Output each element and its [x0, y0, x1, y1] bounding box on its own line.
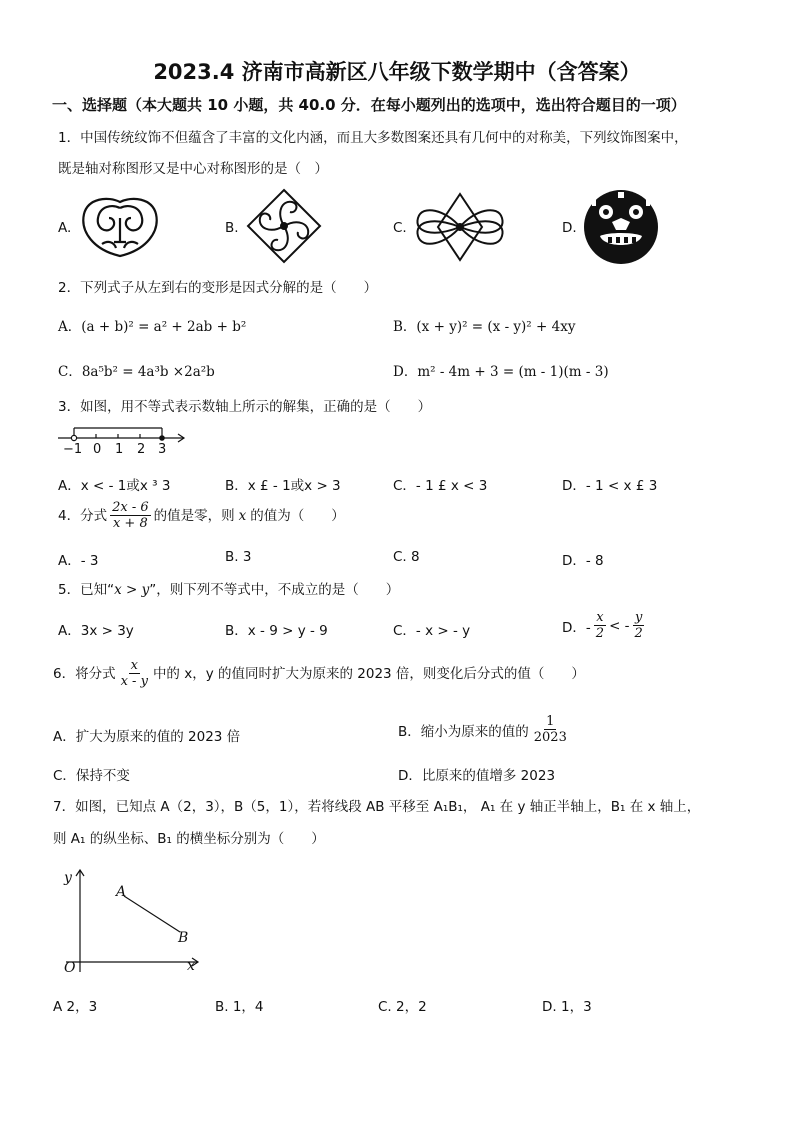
- q5-option-d: [562, 610, 645, 641]
- diamond-pinwheel-pattern-icon: [246, 188, 322, 264]
- q7-stem-line1: 7．如图，已知点 A（2，3），B（5，1），若将线段 AB 平移至 A₁B₁， A₁ 在 y 轴正半轴上，B₁ 在 x 轴上，: [53, 799, 701, 815]
- q6-stem-suffix: 中的 x，y 的值同时扩大为原来的 2023 倍，则变化后分式的值（ ）: [152, 665, 585, 682]
- q6-fraction: [119, 658, 150, 689]
- q2-option-d: D．m² - 4m + 3 = (m - 1)(m - 3): [393, 364, 609, 380]
- q7-stem-line2: 则 A₁ 的纵坐标、B₁ 的横坐标分别为（ ）: [53, 831, 325, 847]
- point-b-label: B: [178, 930, 189, 946]
- ruyi-cloud-pattern-icon: [78, 194, 162, 260]
- fraction-denominator: 2023: [533, 730, 567, 745]
- q4-stem: [58, 500, 345, 531]
- number-line-tick-label: 1: [115, 442, 124, 457]
- q4-variable: x: [238, 507, 247, 524]
- q4-fraction: [110, 500, 151, 531]
- q6-option-b-fraction: [532, 714, 569, 745]
- q6-stem: [53, 658, 585, 689]
- q5-option-b: B．x - 9 > y - 9: [225, 623, 328, 639]
- q2-option-c: C．8a⁵b² = 4a³b ×2a²b: [58, 364, 215, 380]
- q4-stem-mid: 的值是零，则: [153, 507, 235, 524]
- q3-option-a: A．x < - 1或x ³ 3: [58, 478, 171, 494]
- origin-label: O: [64, 960, 76, 976]
- q1-option-a-label: A.: [58, 220, 72, 236]
- q5-option-c: C．- x > - y: [393, 623, 471, 639]
- q6-fraction-denominator: x - y: [120, 674, 148, 689]
- q5-option-d-label: D．-: [562, 619, 591, 636]
- q2-option-a: A．(a + b)² = a² + 2ab + b²: [58, 319, 247, 335]
- q6-fraction-numerator: x: [130, 658, 138, 673]
- q5-stem-prefix: 5．已知“: [58, 582, 115, 598]
- q1-stem-line2: 既是轴对称图形又是中心对称图形的是（ ）: [58, 161, 328, 177]
- q5-option-d-operator: < -: [609, 617, 630, 634]
- q5-option-a: A．3x > 3y: [58, 623, 134, 639]
- fraction-numerator: x: [596, 610, 604, 625]
- number-line-tick-label: 0: [93, 442, 102, 457]
- q3-option-b: B．x £ - 1或x > 3: [225, 478, 341, 494]
- y-axis-label: y: [64, 870, 72, 886]
- number-line-tick-label: −1: [63, 442, 83, 457]
- number-line-tick-label: 2: [137, 442, 146, 457]
- q6-option-d: D．比原来的值增多 2023: [398, 768, 556, 784]
- q4-option-d: D．- 8: [562, 553, 604, 569]
- q5-stem: [58, 580, 399, 600]
- q5-option-d-fraction-2: [633, 610, 645, 641]
- section-heading: 一、选择题（本大题共 10 小题，共 40.0 分．在每小题列出的选项中，选出符合题目的一项）: [52, 96, 686, 114]
- four-loop-knot-pattern-icon: [412, 190, 508, 264]
- q6-option-c: C．保持不变: [53, 768, 130, 784]
- q7-option-b: B. 1，4: [215, 999, 264, 1015]
- q5-condition: x > y: [114, 582, 150, 598]
- q4-option-a: A．- 3: [58, 553, 99, 569]
- q5-stem-suffix: ”，则下列不等式中，不成立的是（ ）: [149, 582, 400, 598]
- fraction-numerator: 1: [546, 714, 555, 729]
- q6-option-b: [398, 714, 569, 745]
- number-line-tick-label: 3: [158, 442, 167, 457]
- q3-option-d: D．- 1 < x £ 3: [562, 478, 658, 494]
- fraction-denominator: 2: [595, 626, 605, 641]
- q1-option-d-label: D.: [562, 220, 577, 236]
- q3-option-c: C．- 1 £ x < 3: [393, 478, 488, 494]
- fraction-numerator: y: [635, 610, 643, 625]
- point-a-label: A: [116, 884, 127, 900]
- q4-stem-prefix: 4．分式: [58, 507, 108, 524]
- q4-fraction-denominator: x + 8: [112, 516, 148, 531]
- q7-option-d: D. 1，3: [542, 999, 592, 1015]
- q7-option-a: A 2，3: [53, 999, 98, 1015]
- page-title: 2023.4 济南市高新区八年级下数学期中（含答案）: [153, 60, 641, 84]
- q4-stem-suffix: 的值为（ ）: [250, 507, 345, 524]
- fraction-denominator: 2: [634, 626, 643, 641]
- q1-stem-line1: 1．中国传统纹饰不但蕴含了丰富的文化内涵，而且大多数图案还具有几何中的对称美，下列纹饰图案中，: [58, 130, 688, 146]
- q2-option-b: B．(x + y)² = (x - y)² + 4xy: [393, 319, 576, 335]
- x-axis-label: x: [187, 958, 195, 974]
- q6-option-b-text: B．缩小为原来的值的: [398, 723, 529, 740]
- q2-stem: 2．下列式子从左到右的变形是因式分解的是（ ）: [58, 280, 378, 296]
- q6-option-a: A．扩大为原来的值的 2023 倍: [53, 729, 241, 745]
- q1-option-c-label: C.: [393, 220, 407, 236]
- coordinate-figure: [56, 866, 206, 982]
- q6-stem-prefix: 6．将分式: [53, 665, 116, 682]
- lion-mask-pattern-icon: [582, 188, 660, 266]
- q5-option-d-fraction-1: [594, 610, 606, 641]
- q4-option-b: B. 3: [225, 549, 252, 565]
- q7-option-c: C. 2，2: [378, 999, 427, 1015]
- q1-option-b-label: B.: [225, 220, 239, 236]
- q3-stem: 3．如图，用不等式表示数轴上所示的解集，正确的是（ ）: [58, 399, 432, 415]
- q4-fraction-numerator: 2x - 6: [112, 500, 149, 515]
- q4-option-c: C. 8: [393, 549, 420, 565]
